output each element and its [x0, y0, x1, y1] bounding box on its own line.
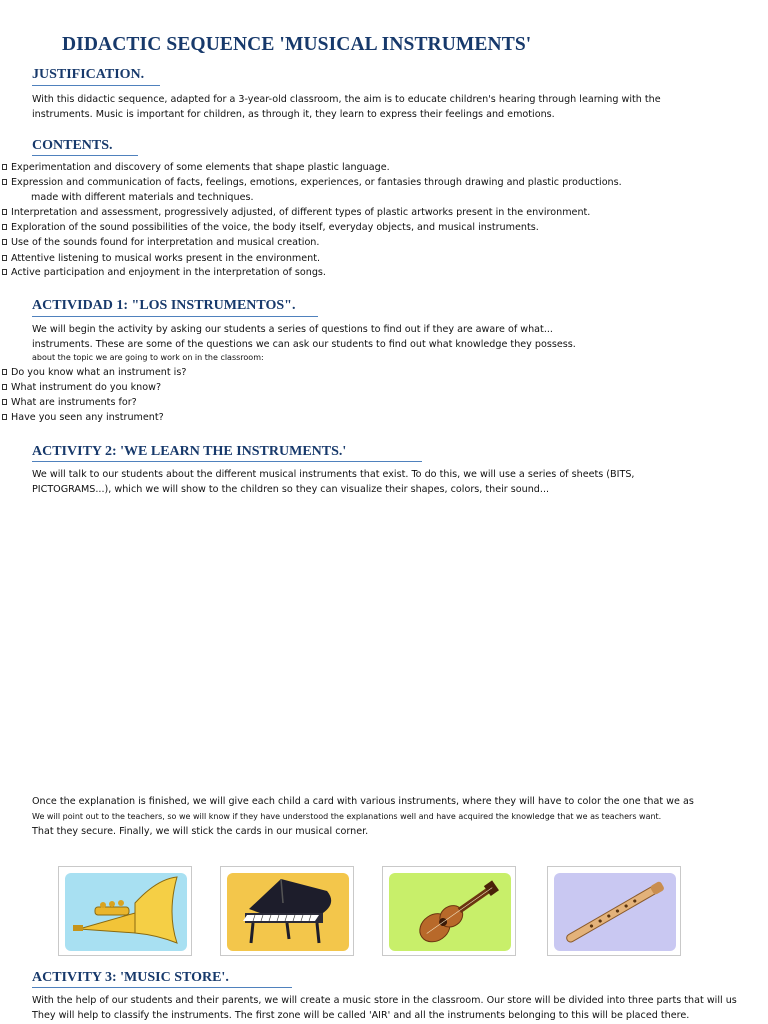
heading-underline	[32, 85, 160, 86]
activity2-after-text	[32, 794, 694, 839]
list-item: Attentive listening to musical works present in the environment.	[2, 253, 320, 264]
flute-card	[547, 866, 681, 956]
checkbox-bullet-icon	[2, 209, 7, 215]
activity2-heading: ACTIVITY 2: 'WE LEARN THE INSTRUMENTS.'	[32, 444, 347, 459]
checkbox-bullet-icon	[2, 369, 7, 375]
heading-underline	[32, 461, 422, 462]
heading-underline	[32, 987, 292, 988]
text-line: instruments. These are some of the questions we can ask our students to find out what knowledge they possess.	[32, 339, 576, 350]
list-item: Expression and communication of facts, feelings, emotions, experiences, or fantasies through drawing and plastic productions.	[2, 177, 622, 188]
text-line: We will talk to our students about the different musical instruments that exist. To do this, we will use a series of sheets (BITS,	[32, 469, 635, 480]
list-item-continuation: made with different materials and techniques.	[31, 192, 254, 203]
trumpet-card	[58, 866, 192, 956]
page-title: DIDACTIC SEQUENCE 'MUSICAL INSTRUMENTS'	[62, 34, 532, 55]
contents-heading: CONTENTS.	[32, 138, 113, 153]
question-item: Have you seen any instrument?	[2, 412, 164, 423]
checkbox-bullet-icon	[2, 399, 7, 405]
justification-heading: JUSTIFICATION.	[32, 67, 145, 82]
text-line: We will begin the activity by asking our students a series of questions to find out if they are aware of what...	[32, 324, 553, 335]
flute-icon	[554, 873, 676, 951]
trumpet-icon	[65, 873, 187, 951]
question-item: What are instruments for?	[2, 397, 137, 408]
checkbox-bullet-icon	[2, 269, 7, 275]
piano-icon	[227, 873, 349, 951]
checkbox-bullet-icon	[2, 164, 7, 170]
heading-underline	[32, 155, 138, 156]
text-line: They will help to classify the instruments. The first zone will be called 'AIR' and all the instruments belonging to this will be placed there.	[32, 1010, 690, 1021]
activity3-heading: ACTIVITY 3: 'MUSIC STORE'.	[32, 970, 229, 985]
activity1-text	[32, 322, 576, 364]
question-item: What instrument do you know?	[2, 382, 161, 393]
piano-card	[220, 866, 354, 956]
checkbox-bullet-icon	[2, 384, 7, 390]
checkbox-bullet-icon	[2, 414, 7, 420]
checkbox-bullet-icon	[2, 224, 7, 230]
list-item: Interpretation and assessment, progressively adjusted, of different types of plastic artworks present in the environment.	[2, 207, 590, 218]
activity3-text	[32, 993, 737, 1023]
activity1-heading: ACTIVIDAD 1: "LOS INSTRUMENTOS".	[32, 298, 296, 313]
question-item: Do you know what an instrument is?	[2, 367, 186, 378]
text-line: With this didactic sequence, adapted for a 3-year-old classroom, the aim is to educate children's hearing through learning with the	[32, 94, 661, 105]
guitar-card	[382, 866, 516, 956]
checkbox-bullet-icon	[2, 255, 7, 261]
checkbox-bullet-icon	[2, 179, 7, 185]
activity2-text	[32, 467, 634, 497]
text-line: Once the explanation is finished, we will give each child a card with various instruments, where they will have to color the one that we as	[32, 796, 694, 807]
guitar-icon	[389, 873, 511, 951]
justification-text	[32, 92, 661, 122]
list-item: Use of the sounds found for interpretation and musical creation.	[2, 237, 319, 248]
text-line: That they secure. Finally, we will stick the cards in our musical corner.	[32, 826, 369, 837]
heading-underline	[32, 316, 318, 317]
checkbox-bullet-icon	[2, 239, 7, 245]
text-line: With the help of our students and their parents, we will create a music store in the classroom. Our store will be divided into three parts that will us	[32, 995, 737, 1006]
text-line: instruments. Music is important for children, as through it, they learn to express their feelings and emotions.	[32, 109, 555, 120]
text-line: We will point out to the teachers, so we will know if they have understood the explanations well and have acquired the knowledge that we as teachers want.	[32, 812, 662, 821]
text-line: PICTOGRAMS...), which we will show to the children so they can visualize their shapes, colors, their sound...	[32, 484, 550, 495]
list-item: Experimentation and discovery of some elements that shape plastic language.	[2, 162, 390, 173]
text-line: about the topic we are going to work on in the classroom:	[32, 353, 264, 362]
list-item: Exploration of the sound possibilities of the voice, the body itself, everyday objects, and musical instruments.	[2, 222, 539, 233]
list-item: Active participation and enjoyment in the interpretation of songs.	[2, 267, 326, 278]
